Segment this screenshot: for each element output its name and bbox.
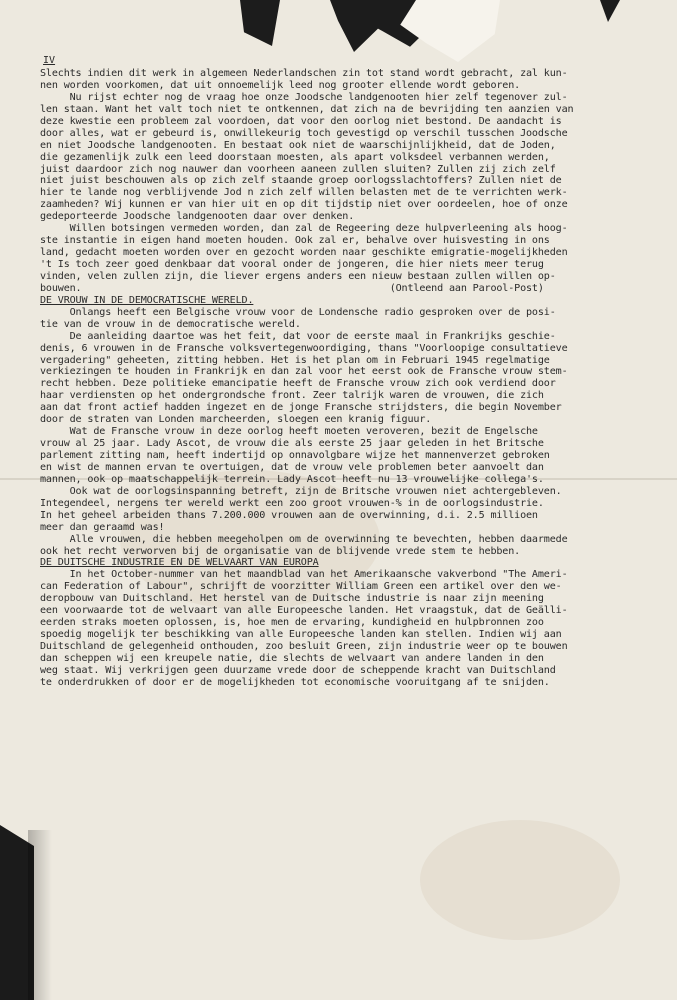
text-line: vergadering" geheeten, zitting hebben. Het is het plan om in Februari 1945 regelmatige xyxy=(40,354,550,366)
text-line: spoedig mogelijk ter beschikking van alle Europeesche landen kan stellen. Indien wij aan xyxy=(40,629,562,641)
text-line: vinden, velen zullen zijn, die liever ergens anders een nieuw bestaan zullen willen op- xyxy=(40,270,556,282)
text-line: Integendeel, nergens ter wereld werkt een zoo groot vrouwen-% in de oorlogsindustrie. xyxy=(40,497,544,509)
text-line: recht hebben. Deze politieke emancipatie heeft de Fransche vrouw zich ook verdiend door xyxy=(40,378,556,390)
text-line: De aanleiding daartoe was het feit, dat voor de eerste maal in Frankrijks geschie- xyxy=(40,330,556,342)
text-line: 't Is toch zeer goed denkbaar dat vooral onder de jongeren, die hier niets meer terug xyxy=(40,259,544,270)
text-line: dan scheppen wij een kreupele natie, die slechts de welvaart van andere landen in den xyxy=(40,652,544,664)
text-line: In het geheel arbeiden thans 7.200.000 vrouwen aan de overwinning, d.i. 2.5 millioen xyxy=(40,509,538,521)
text-line: parlement zitting nam, heeft indertijd op onnavolgbare wijze het mannenverzet gebroken xyxy=(40,450,550,461)
text-line: meer dan geraamd was! xyxy=(40,521,165,533)
text-line: deze kwestie een probleem zal voordoen, dat voor den oorlog niet bestond. De aandacht is xyxy=(40,115,562,127)
document-body xyxy=(40,58,670,689)
text-line: nen worden voorkomen, dat uit onnoemelijk leed nog grooter ellende wordt geboren. xyxy=(40,79,521,91)
text-line: hier te lande nog verblijvende Jod n zich zelf willen belasten met de te verrichten werk- xyxy=(40,187,568,199)
text-line: te onderdrukken of door er de mogelijkheden tot economische vooruitgang af te snijden. xyxy=(40,676,550,688)
text-line: door de straten van Londen marcheerden, sloegen een kranig figuur. xyxy=(40,414,432,426)
text-line: mannen, ook op maatschappelijk terrein. Lady Ascot heeft nu 13 vrouwelijke collega's. xyxy=(40,473,544,485)
text-line: Duitschland de gelegenheid onthouden, zoo besluit Green, zijn industrie weer op te bouwen xyxy=(40,641,568,652)
text-line: gedeporteerde Joodsche landgenooten daar over denken. xyxy=(40,211,355,223)
text-line: haar verdiensten op het ondergrondsche front. Zeer talrijk waren de vrouwen, die zich xyxy=(40,390,544,402)
page-marker: IV xyxy=(43,55,56,66)
section-heading-industrie: DE DUITSCHE INDUSTRIE EN DE WELVAART VAN EUROPA xyxy=(40,557,319,569)
text-line: en niet Joodsche landgenooten. En bestaat ook niet de waarschijnlijkheid, dat de Joden, xyxy=(40,139,556,151)
text-line: Slechts indien dit werk in algemeen Nederlandschen zin tot stand wordt gebracht, zal kun- xyxy=(40,68,568,79)
text-line: can Federation of Labour", schrijft de voorzitter William Green een artikel over den we- xyxy=(40,581,562,593)
text-line: tie van de vrouw in de democratische wereld. xyxy=(40,318,301,330)
text-line: zaamheden? Wij kunnen er van hier uit en op dit tijdstip niet over oordeelen, hoe of onze xyxy=(40,199,568,211)
text-line: denis, 6 vrouwen in de Fransche volksvertegenwoordiging, thans "Voorloopige consultatieve xyxy=(40,342,568,354)
text-line: len staan. Want het valt toch niet te ontkennen, dat zich na de bevrijding ten aanzien van xyxy=(40,103,574,115)
text-line: vrouw al 25 jaar. Lady Ascot, de vrouw die als eerste 25 jaar geleden in het Britsche xyxy=(40,438,544,450)
text-line: juist daardoor zich nog nauwer dan voorheen aaneen zullen sluiten? Zullen zij zich zelf xyxy=(40,163,556,175)
text-line: deropbouw van Duitschland. Het herstel van de Duitsche industrie is naar zijn meening xyxy=(40,593,544,605)
text-line: verkiezingen te houden in Frankrijk en dan zal voor het eerst ook de Fransche vrouw stem- xyxy=(40,366,568,378)
page-shadow xyxy=(28,830,52,1000)
text-line: aan dat front actief hadden ingezet en de jonge Fransche strijdsters, die begin November xyxy=(40,402,562,414)
text-line: eerden straks moeten oplossen, is, hoe men de ervaring, kundigheid en hulpbronnen zoo xyxy=(40,617,544,629)
text-line: ook het recht verworven bij de organisatie van de blijvende vrede stem te hebben. xyxy=(40,545,521,557)
text-line: Willen botsingen vermeden worden, dan zal de Regeering deze hulpverleening als hoog- xyxy=(40,223,568,235)
marker-spacer xyxy=(40,58,670,68)
torn-edge-top-left xyxy=(240,0,280,46)
text-line: Alle vrouwen, die hebben meegeholpen om de overwinning te bevechten, hebben daarmede xyxy=(40,533,568,545)
paper-stain xyxy=(420,820,620,940)
text-line: Ook wat de oorlogsinspanning betreft, zijn de Britsche vrouwen niet achtergebleven. xyxy=(40,485,562,497)
text-line: bouwen. (Ontleend aan Parool-Post) xyxy=(40,282,544,294)
text-line: Nu rijst echter nog de vraag hoe onze Joodsche landgenooten hier zelf tegenover zul- xyxy=(40,91,568,103)
text-line: land, gedacht moeten worden over en gezocht worden naar geschikte emigratie-mogelijkheden xyxy=(40,247,568,259)
paper-flap xyxy=(395,0,500,62)
text-line: en wist de mannen ervan te overtuigen, dat de vrouw vele problemen beter aanvoelt dan xyxy=(40,461,544,473)
torn-edge-top-right xyxy=(600,0,620,22)
text-line: een voorwaarde tot de welvaart van alle Europeesche landen. Het vraagstuk, dat de Geälli- xyxy=(40,605,568,617)
text-line: door alles, wat er gebeurd is, onwillekeurig toch gevestigd op verschil tusschen Joodsche xyxy=(40,127,568,139)
text-line: Wat de Fransche vrouw in deze oorlog heeft moeten veroveren, bezit de Engelsche xyxy=(40,426,538,438)
text-line: ste instantie in eigen hand moeten houden. Ook zal er, behalve over huisvesting in ons xyxy=(40,235,550,247)
text-line: In het October-nummer van het maandblad van het Amerikaansche vakverbond "The Ameri- xyxy=(40,569,568,581)
text-line: niet juist beschouwen als op zich zelf staande groep oorlogsslachtoffers? Zullen niet de xyxy=(40,175,562,187)
text-line: die gezamenlijk zulk een leed doorstaan moesten, als apart volksdeel verbannen werden, xyxy=(40,151,550,163)
text-line: Onlangs heeft een Belgische vrouw voor de Londensche radio gesproken over de posi- xyxy=(40,306,556,318)
text-line: weg staat. Wij verkrijgen geen duurzame vrede door de scheppende kracht van Duitschland xyxy=(40,664,556,676)
section-heading-vrouw: DE VROUW IN DE DEMOCRATISCHE WERELD. xyxy=(40,294,254,306)
